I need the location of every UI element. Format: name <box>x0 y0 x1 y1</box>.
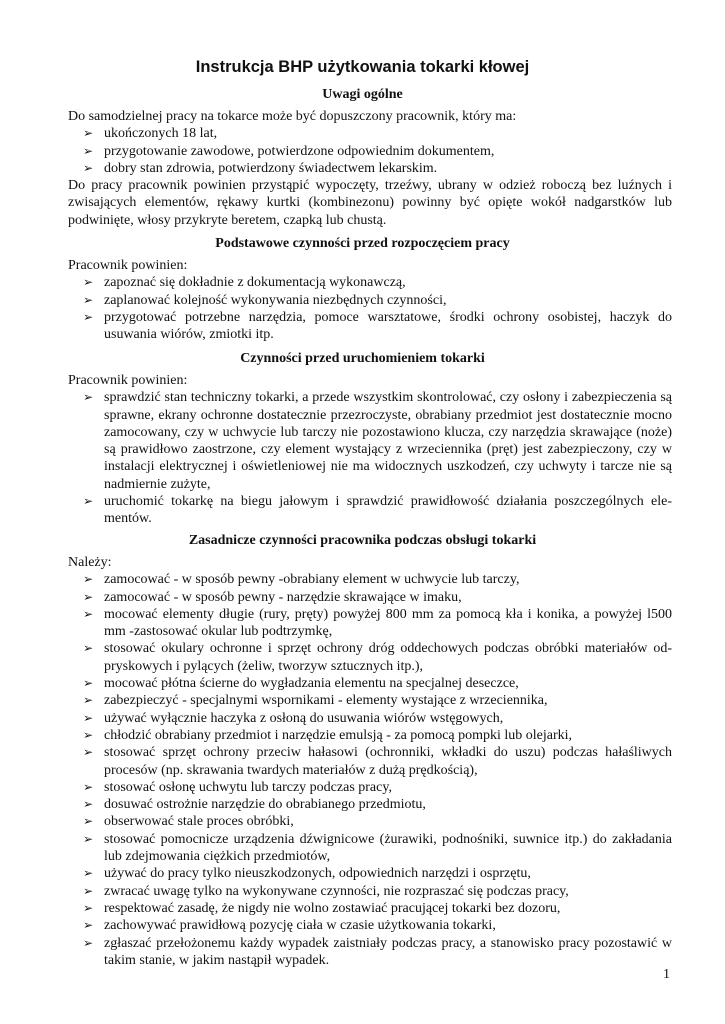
general-list <box>68 125 672 177</box>
list-item: ➢ przygotować potrzebne narzędzia, pomoce warsztatowe, środki ochrony osobistej, haczyk do usuwania wiórów, zmiotki itp. <box>104 309 672 344</box>
list-item: ➢ zwracać uwagę tylko na wykonywane czynności, nie rozpraszać się podczas pracy, <box>104 883 672 900</box>
list-item: ➢ zabezpieczyć - specjalnymi wspornikami - elementy wystające z wrzeciennika, <box>104 692 672 709</box>
list-item: ➢ mocować elementy długie (rury, pręty) powyżej 800 mm za pomocą kła i konika, a powyżej l500 mm -zastosować okular lub podtrzymkę, <box>104 606 672 641</box>
list-item: ➢ uruchomić tokarkę na biegu jałowym i sprawdzić prawidłowość działania poszczególnych elementów. <box>104 493 672 528</box>
list-item: ➢ zapoznać się dokładnie z dokumentacją wykonawczą, <box>104 274 672 291</box>
list-item: ➢ chłodzić obrabiany przedmiot i narzędzie emulsją - za pomocą pompki lub olejarki, <box>104 727 672 744</box>
list-item: ➢ używać wyłącznie haczyka z osłoną do usuwania wiórów wstęgowych, <box>104 710 672 727</box>
list-item: ➢ przygotowanie zawodowe, potwierdzone odpowiednim dokumentem, <box>104 143 672 160</box>
list-item: ➢ zamocować - w sposób pewny -obrabiany element w uchwycie lub tarczy, <box>104 571 672 588</box>
section-heading-before-start: Podstawowe czynności przed rozpoczęciem pracy <box>215 236 510 251</box>
list-item: ➢ respektować zasadę, że nigdy nie wolno zostawiać pracującej tokarki bez dozoru, <box>104 900 672 917</box>
list-item: ➢ stosować sprzęt ochrony przeciw hałasowi (ochronniki, wkładki do uszu) podczas hałaśliwych procesów (np. skrawania twardych materiałów z dużą prędkością), <box>104 744 672 779</box>
before-lathe-list <box>68 389 672 527</box>
list-item: ➢ zaplanować kolejność wykonywania niezbędnych czynności, <box>104 292 672 309</box>
list-item: ➢ dobry stan zdrowia, potwierdzony świadectwem lekarskim. <box>104 160 672 177</box>
list-item: ➢ ukończonych 18 lat, <box>104 125 672 142</box>
list-item: ➢ zachowywać prawidłową pozycję ciała w czasie użytkowania tokarki, <box>104 917 672 934</box>
before-start-intro: Pracownik powinien: <box>68 258 188 273</box>
document-title: Instrukcja BHP użytkowania tokarki kłowej <box>195 58 530 76</box>
list-item: ➢ stosować osłonę uchwytu lub tarczy podczas pracy, <box>104 779 672 796</box>
list-item: ➢ zamocować - w sposób pewny - narzędzie skrawające w imaku, <box>104 589 672 606</box>
list-item: ➢ obserwować stale proces obróbki, <box>104 813 672 830</box>
list-item: ➢ dosuwać ostrożnie narzędzie do obrabianego przedmiotu, <box>104 796 672 813</box>
section-general <box>68 108 672 229</box>
operation-intro: Należy: <box>68 555 112 570</box>
before-start-list <box>68 274 672 343</box>
operation-list <box>68 571 672 969</box>
section-heading-before-lathe: Czynności przed uruchomieniem tokarki <box>240 351 485 366</box>
section-before-start <box>68 257 672 343</box>
general-outro: Do pracy pracownik powinien przystąpić wypoczęty, trzeźwy, ubrany w odzież roboczą bez luźnych i zwisających elementów, rękawy kurtki (kombinezonu) powinny być opięte wokół nadgarstków lub podwinięte, włosy przykryte beretem, czapką lub chustą. <box>68 178 672 228</box>
page-number: 1 <box>663 967 670 982</box>
list-item: ➢ mocować płótna ścierne do wygładzania elementu na specjalnej deseczce, <box>104 675 672 692</box>
list-item: ➢ stosować okulary ochronne i sprzęt ochrony dróg oddechowych podczas obróbki materiałów odpryskowych i pylących (żeliw, tworzyw sztucznych itp.), <box>104 640 672 675</box>
section-before-lathe <box>68 372 672 528</box>
general-intro: Do samodzielnej pracy na tokarce może być dopuszczony pracownik, który ma: <box>68 109 517 124</box>
list-item: ➢ zgłaszać przełożonemu każdy wypadek zaistniały podczas pracy, a stanowisko pracy pozostawić w takim stanie, w jakim nastąpił wypadek. <box>104 935 672 970</box>
list-item: ➢ używać do pracy tylko nieuszkodzonych, odpowiednich narzędzi i osprzętu, <box>104 865 672 882</box>
section-heading-operation: Zasadnicze czynności pracownika podczas obsługi tokarki <box>188 533 537 548</box>
before-lathe-intro: Pracownik powinien: <box>68 373 188 388</box>
section-heading-general: Uwagi ogólne <box>322 87 403 102</box>
list-item: ➢ stosować pomocnicze urządzenia dźwignicowe (żurawiki, podnośniki, suwnice itp.) do zakładania lub zdejmowania ciężkich przedmiotów, <box>104 831 672 866</box>
list-item: ➢ sprawdzić stan techniczny tokarki, a przede wszystkim skontrolować, czy osłony i zabezpieczenia są sprawne, ekrany ochronne dostatecznie przezroczyste, obrabiany przedmiot jest dostatecznie mocno zamocowany, czy w uchwycie lub tarczy nie pozostawiono klucza, czy narzędzia skrawające (noże) są prawidłowo zaostrzone, czy element wystający z wrzeciennika (pręt) jest zabezpieczony, czy w instalacji elektrycznej i oświetleniowej nie ma widocznych uszkodzeń, czy uchwyty i tarcze nie są nadmiernie zużyte, <box>104 389 672 493</box>
section-operation <box>68 554 672 969</box>
